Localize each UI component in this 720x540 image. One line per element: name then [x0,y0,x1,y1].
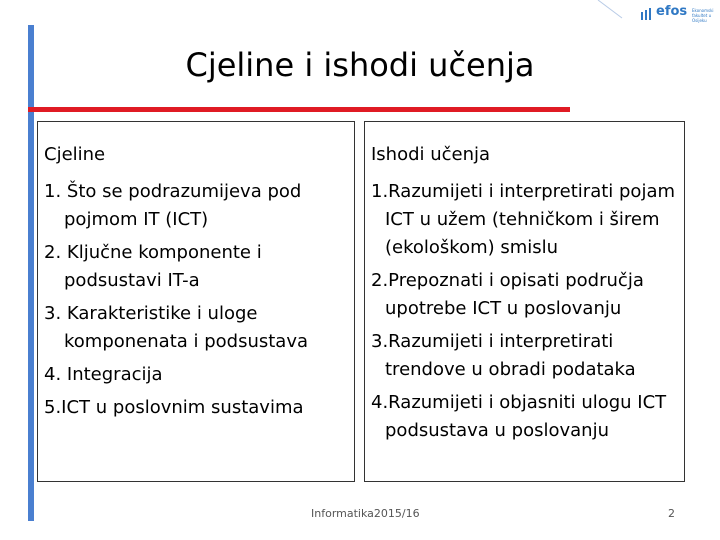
outcomes-list [371,178,684,450]
logo-mark-icon [640,7,654,21]
list-item: 1. Što se podrazumijeva pod pojmom IT (ICT) [44,181,302,230]
topics-panel [37,121,355,482]
list-item: 1.Razumijeti i interpretirati pojam ICT u užem (tehničkom i širem (ekološkom) smislu [371,181,676,258]
logo-tagline: Ekonomski fakultet u Osijeku [692,8,714,23]
list-item: 3. Karakteristike i uloge komponenata i podsustava [44,303,309,352]
list-item: 4. Integracija [44,364,163,385]
left-accent-bar [28,25,34,521]
page-number: 2 [668,507,675,520]
topics-heading: Cjeline [44,144,106,165]
slide-title: Cjeline i ishodi učenja [185,46,535,84]
list-item: 4.Razumijeti i objasniti ulogu ICT podsustava u poslovanju [371,392,667,441]
list-item: 5.ICT u poslovnim sustavima [44,397,304,418]
topics-list [44,178,354,427]
list-item: 2.Prepoznati i opisati područja upotrebe ICT u poslovanju [371,270,644,319]
outcomes-panel [364,121,685,482]
logo-wordmark: efos [656,4,688,19]
efos-logo [640,3,720,25]
title-underline [28,107,570,112]
list-item: 3.Razumijeti i interpretirati trendove u obradi podataka [371,331,636,380]
footer-text: Informatika2015/16 [311,507,420,520]
list-item: 2. Ključne komponente i podsustavi IT-a [44,242,262,291]
outcomes-heading: Ishodi učenja [371,144,491,165]
